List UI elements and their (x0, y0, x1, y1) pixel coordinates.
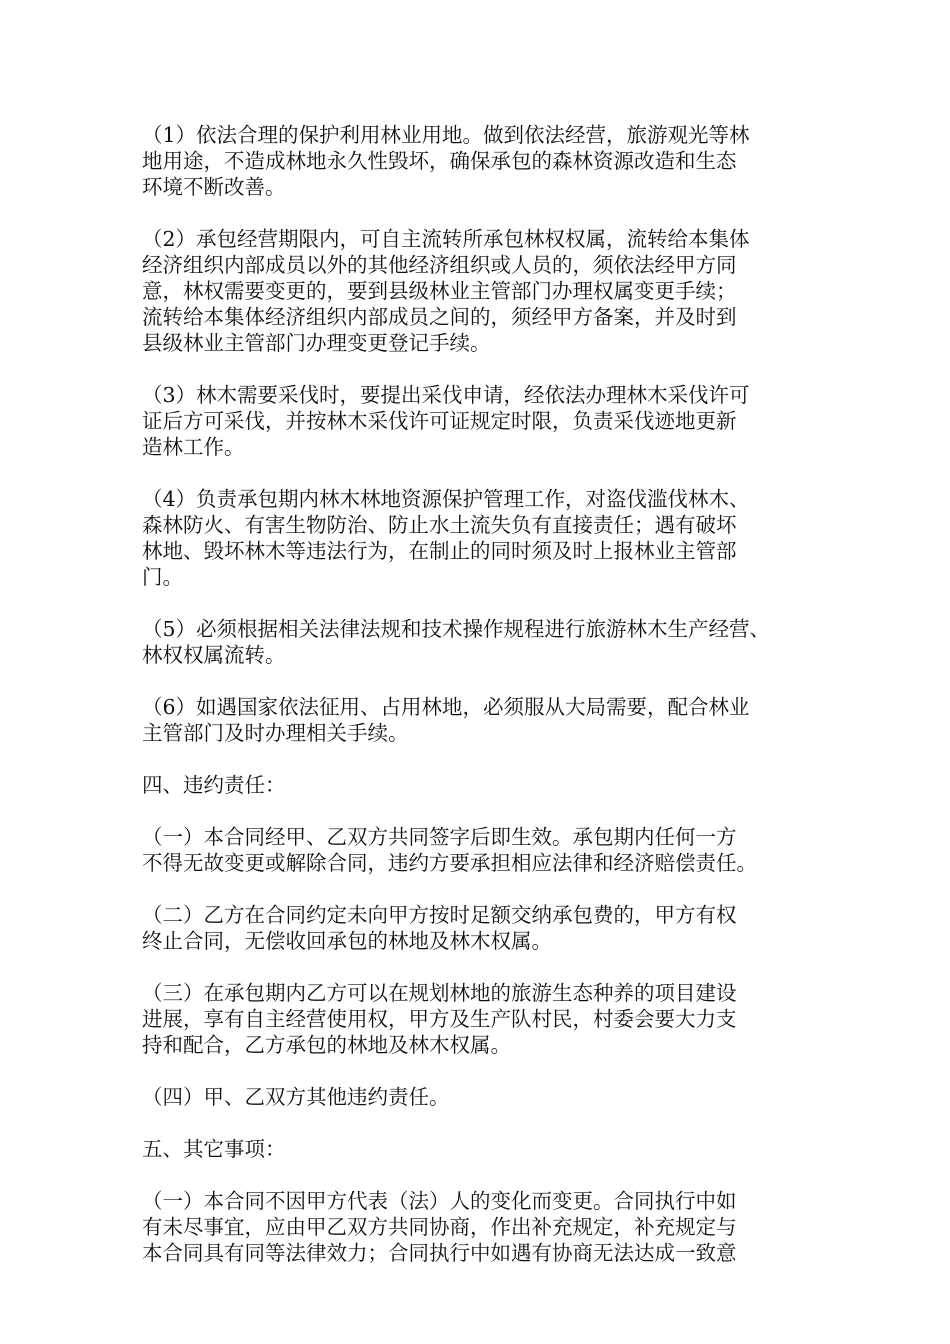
paragraph-line: （一）本合同经甲、乙双方共同签字后即生效。承包期内任何一方 (142, 825, 737, 849)
paragraph-line: （6）如遇国家依法征用、占用林地，必须服从大局需要，配合林业 (142, 695, 750, 719)
paragraph-line: 经济组织内部成员以外的其他经济组织或人员的，须依法经甲方同 (142, 253, 737, 277)
document-paragraph (142, 122, 822, 200)
paragraph-line: 环境不断改善。 (142, 175, 286, 199)
document-paragraph (142, 902, 822, 954)
paragraph-line: 四、违约责任： (142, 773, 286, 797)
paragraph-line: 地用途，不造成林地永久性毁坏，确保承包的森林资源改造和生态 (142, 149, 737, 173)
document-paragraph (142, 772, 822, 798)
paragraph-line: 本合同具有同等法律效力；合同执行中如遇有协商无法达成一致意 (142, 1241, 737, 1265)
paragraph-line: （3）林木需要采伐时，要提出采伐申请，经依法办理林木采伐许可 (142, 383, 750, 407)
paragraph-line: 不得无故变更或解除合同，违约方要承担相应法律和经济赔偿责任。 (142, 851, 757, 875)
paragraph-line: 造林工作。 (142, 435, 245, 459)
document-paragraph (142, 980, 822, 1058)
paragraph-line: 森林防火、有害生物防治、防止水土流失负有直接责任；遇有破坏 (142, 513, 737, 537)
paragraph-line: 五、其它事项： (142, 1137, 286, 1161)
paragraph-line: （5）必须根据相关法律法规和技术操作规程进行旅游林木生产经营、 (142, 617, 771, 641)
document-paragraph (142, 226, 822, 356)
document-paragraph (142, 486, 822, 590)
paragraph-line: 意，林权需要变更的，要到县级林业主管部门办理权属变更手续； (142, 279, 737, 303)
document-paragraph (142, 616, 822, 668)
paragraph-line: （1）依法合理的保护利用林业用地。做到依法经营，旅游观光等林 (142, 123, 750, 147)
paragraph-line: （二）乙方在合同约定未向甲方按时足额交纳承包费的，甲方有权 (142, 903, 737, 927)
paragraph-line: （三）在承包期内乙方可以在规划林地的旅游生态种养的项目建设 (142, 981, 737, 1005)
paragraph-line: 流转给本集体经济组织内部成员之间的，须经甲方备案，并及时到 (142, 305, 737, 329)
paragraph-line: 主管部门及时办理相关手续。 (142, 721, 409, 745)
paragraph-line: 终止合同，无偿收回承包的林地及林木权属。 (142, 929, 552, 953)
paragraph-line: 县级林业主管部门办理变更登记手续。 (142, 331, 491, 355)
paragraph-line: 林地、毁坏林木等违法行为，在制止的同时须及时上报林业主管部 (142, 539, 737, 563)
paragraph-line: （4）负责承包期内林木林地资源保护管理工作，对盗伐滥伐林木、 (142, 487, 750, 511)
document-body (142, 122, 822, 1292)
paragraph-line: （四）甲、乙双方其他违约责任。 (142, 1085, 450, 1109)
paragraph-line: 林权权属流转。 (142, 643, 286, 667)
document-paragraph (142, 1136, 822, 1162)
document-paragraph (142, 824, 822, 876)
document-paragraph (142, 1188, 822, 1266)
paragraph-line: 门。 (142, 565, 183, 589)
paragraph-line: 证后方可采伐，并按林木采伐许可证规定时限，负责采伐迹地更新 (142, 409, 737, 433)
document-paragraph (142, 382, 822, 460)
paragraph-line: 进展，享有自主经营使用权，甲方及生产队村民，村委会要大力支 (142, 1007, 737, 1031)
paragraph-line: 有未尽事宜，应由甲乙双方共同协商，作出补充规定，补充规定与 (142, 1215, 737, 1239)
document-paragraph (142, 694, 822, 746)
paragraph-line: 持和配合，乙方承包的林地及林木权属。 (142, 1033, 511, 1057)
paragraph-line: （2）承包经营期限内，可自主流转所承包林权权属，流转给本集体 (142, 227, 750, 251)
paragraph-line: （一）本合同不因甲方代表（法）人的变化而变更。合同执行中如 (142, 1189, 737, 1213)
document-paragraph (142, 1084, 822, 1110)
